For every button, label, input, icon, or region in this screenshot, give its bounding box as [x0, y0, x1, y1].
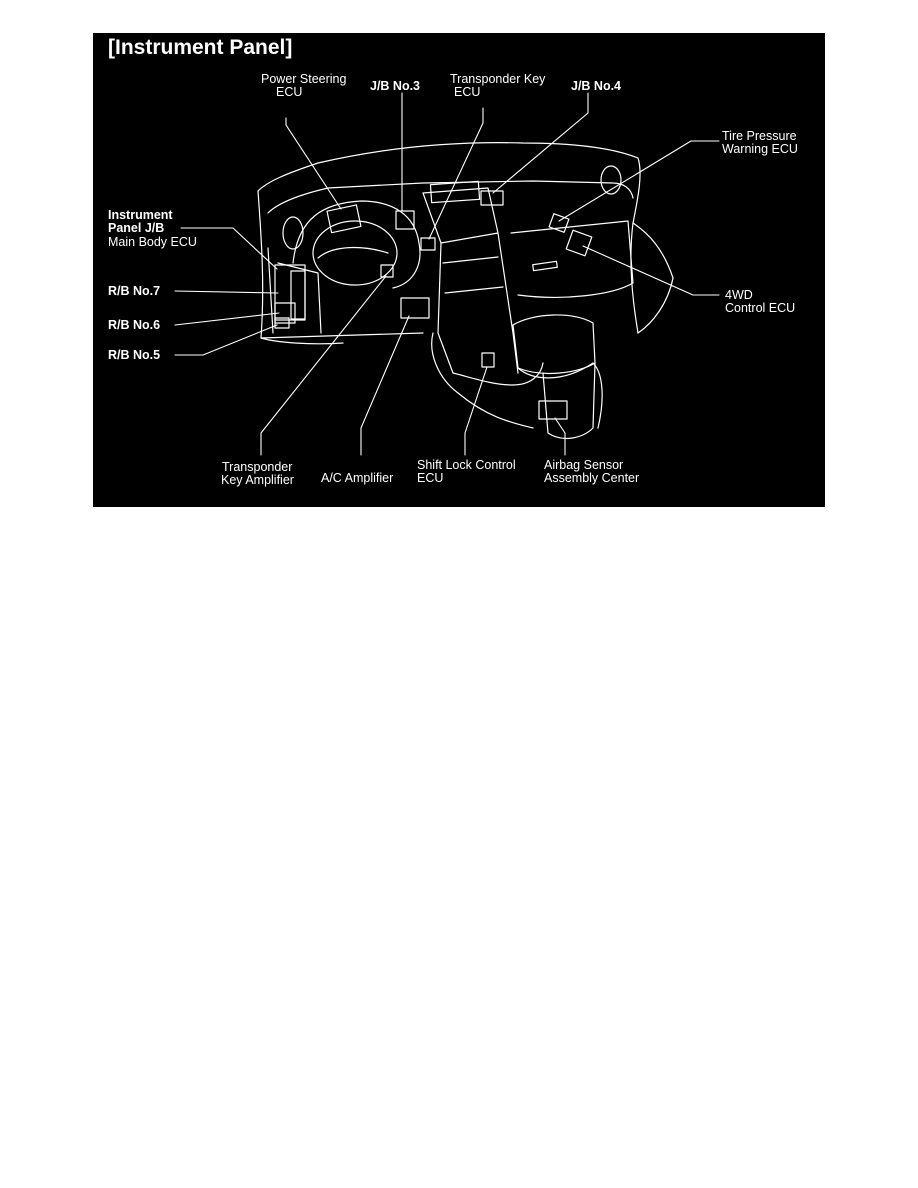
leader-power-steering — [286, 118, 341, 209]
label-line: Control ECU — [725, 301, 796, 315]
leader-ac-amplifier — [361, 316, 409, 455]
label-line: Power Steering — [261, 72, 347, 86]
jb-no4-box — [481, 191, 503, 205]
label-transponder-key-amplifier — [221, 461, 294, 487]
label-shift-lock-control-ecu — [417, 459, 516, 485]
label-line: Panel J/B — [108, 221, 165, 235]
label-line: 4WD — [725, 288, 753, 302]
4wd-control-ecu-box — [566, 230, 592, 256]
label-line: ECU — [417, 471, 444, 485]
label-transponder-key-ecu — [450, 73, 545, 99]
label-line: ECU — [276, 85, 303, 99]
label-line: Key Amplifier — [221, 473, 294, 487]
power-steering-ecu-box — [327, 205, 361, 233]
leader-transponder-key-ecu — [429, 108, 483, 239]
label-line: Transponder — [222, 460, 293, 474]
leader-4wd-control-ecu — [583, 246, 719, 295]
dashboard-drawing — [93, 33, 825, 507]
shift-lock-control-ecu-box — [482, 353, 494, 367]
dashboard-outline — [258, 143, 673, 439]
label-rb-no7: R/B No.7 — [108, 284, 161, 298]
label-line: Instrument — [108, 208, 173, 222]
label-line: Tire Pressure — [722, 129, 797, 143]
label-instrument-panel-jb — [108, 209, 173, 235]
transponder-key-amplifier-box — [381, 265, 393, 277]
leader-rb-no6 — [175, 313, 279, 325]
leader-lines — [175, 93, 719, 455]
label-line: ECU — [454, 85, 481, 99]
diagram-title: [Instrument Panel] — [108, 36, 293, 59]
label-ac-amplifier: A/C Amplifier — [321, 471, 394, 485]
label-rb-no6: R/B No.6 — [108, 318, 161, 332]
instrument-panel-diagram — [93, 33, 825, 507]
label-power-steering-ecu — [261, 73, 346, 99]
label-main-body-ecu: Main Body ECU — [108, 235, 197, 249]
airbag-sensor-box — [539, 401, 567, 419]
label-airbag-sensor-assembly-center — [544, 459, 639, 485]
label-jb-no3: J/B No.3 — [370, 79, 421, 93]
label-line: Transponder Key — [450, 72, 546, 86]
label-line: Airbag Sensor — [544, 458, 624, 472]
label-tire-pressure-warning-ecu — [722, 130, 798, 156]
ac-amplifier-box — [401, 298, 429, 318]
instrument-panel-jb-box — [275, 265, 305, 320]
transponder-key-ecu-box — [421, 238, 435, 250]
label-4wd-control-ecu — [725, 289, 795, 315]
jb-no3-box — [396, 211, 414, 229]
label-line: Assembly Center — [544, 471, 640, 485]
label-jb-no4: J/B No.4 — [571, 79, 622, 93]
label-line: Shift Lock Control — [417, 458, 516, 472]
label-rb-no5: R/B No.5 — [108, 348, 161, 362]
label-line: Warning ECU — [722, 142, 798, 156]
leader-tire-pressure — [559, 141, 719, 221]
